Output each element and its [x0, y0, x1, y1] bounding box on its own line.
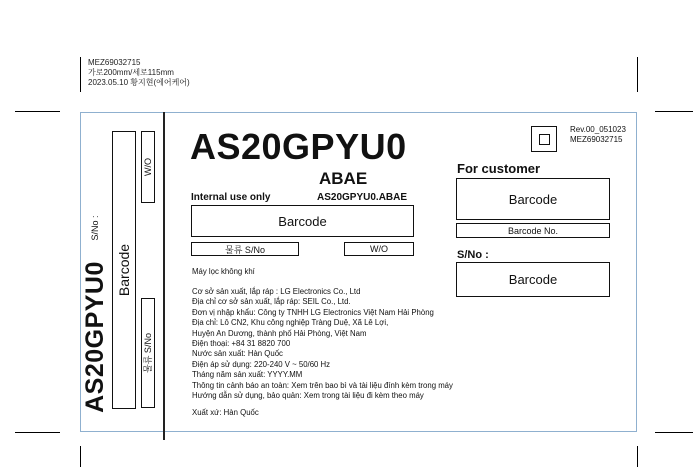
info-line: Thông tin cảnh báo an toàn: Xem trên bao bì và tài liệu đính kèm trong máy: [192, 380, 453, 390]
header-size: 가로200mm/세로115mm: [88, 68, 174, 77]
crop-mark: [80, 57, 81, 92]
for-customer-label: For customer: [457, 161, 541, 176]
right-sno-label: S/No :: [457, 249, 489, 261]
crop-mark: [655, 111, 693, 112]
header-part-no: MEZ69032715: [88, 58, 141, 67]
info-line: Đơn vị nhập khẩu: Công ty TNHH LG Electronics Việt Nam Hải Phòng: [192, 307, 434, 317]
full-code: AS20GPYU0.ABAE: [317, 192, 408, 203]
sno-barcode-box: [456, 262, 610, 297]
main-suffix: ABAE: [319, 169, 368, 188]
customer-barcode-box: [456, 178, 610, 220]
info-line: Điện thoại: +84 31 8820 700: [192, 339, 291, 349]
main-barcode-box: [191, 205, 414, 237]
info-line: Địa chỉ cơ sở sản xuất, lắp ráp: SEIL Co., Ltd.: [192, 297, 351, 307]
checkbox-icon: [531, 126, 557, 152]
header-date-author: 2023.05.10 황지현(에어케어): [88, 78, 190, 87]
product-info-block: [192, 287, 453, 401]
barcode-no-label: Barcode No.: [507, 225, 559, 236]
print-header: [88, 58, 190, 88]
checkbox-inner: [539, 134, 550, 145]
info-line: Huyện An Dương, thành phố Hải Phòng, Việt Nam: [192, 328, 367, 338]
right-part-no: MEZ69032715: [570, 135, 623, 144]
left-sno-label: S/No :: [90, 215, 100, 241]
crop-mark: [15, 432, 60, 433]
crop-mark: [15, 111, 60, 112]
origin-line: Xuất xứ: Hàn Quốc: [192, 408, 259, 417]
main-barcode-label: Barcode: [278, 213, 327, 229]
panel-divider: [163, 112, 165, 440]
product-type: Máy lọc không khí: [192, 267, 255, 276]
main-model-number: AS20GPYU0: [190, 126, 407, 167]
left-model-number: AS20GPYU0: [81, 261, 109, 413]
barcode-no-box: [456, 223, 610, 238]
crop-mark: [655, 432, 693, 433]
info-line: Điện áp sử dụng: 220-240 V ~ 50/60 Hz: [192, 359, 331, 369]
internal-use-label: Internal use only: [191, 192, 271, 203]
left-wo-label: W/O: [143, 158, 153, 176]
crop-mark: [637, 446, 638, 467]
main-logistics-label: 물류 S/No: [225, 244, 265, 255]
customer-barcode-label: Barcode: [508, 191, 558, 207]
main-wo-label: W/O: [370, 244, 388, 254]
info-line: Nước sản xuất: Hàn Quốc: [192, 349, 283, 359]
revision-text: Rev.00_051023: [570, 125, 626, 134]
info-line: Cơ sở sản xuất, lắp ráp : LG Electronics Co., Ltd: [192, 287, 361, 296]
left-barcode-label: Barcode: [116, 243, 132, 297]
info-line: Tháng năm sản xuất: YYYY.MM: [192, 370, 303, 380]
info-line: Hướng dẫn sử dụng, bảo quản: Xem trong tài liệu đi kèm theo máy: [192, 391, 424, 401]
crop-mark: [80, 446, 81, 467]
main-wo-box: [344, 242, 414, 256]
sno-barcode-label: Barcode: [508, 272, 558, 287]
info-line: Địa chỉ: Lô CN2, Khu công nghiệp Tràng Duệ, Xã Lê Lợi,: [192, 318, 389, 328]
main-logistics-box: [191, 242, 299, 256]
revision-block: [570, 125, 626, 145]
left-logistics-label: 물류 S/No: [143, 333, 153, 373]
crop-mark: [637, 57, 638, 92]
